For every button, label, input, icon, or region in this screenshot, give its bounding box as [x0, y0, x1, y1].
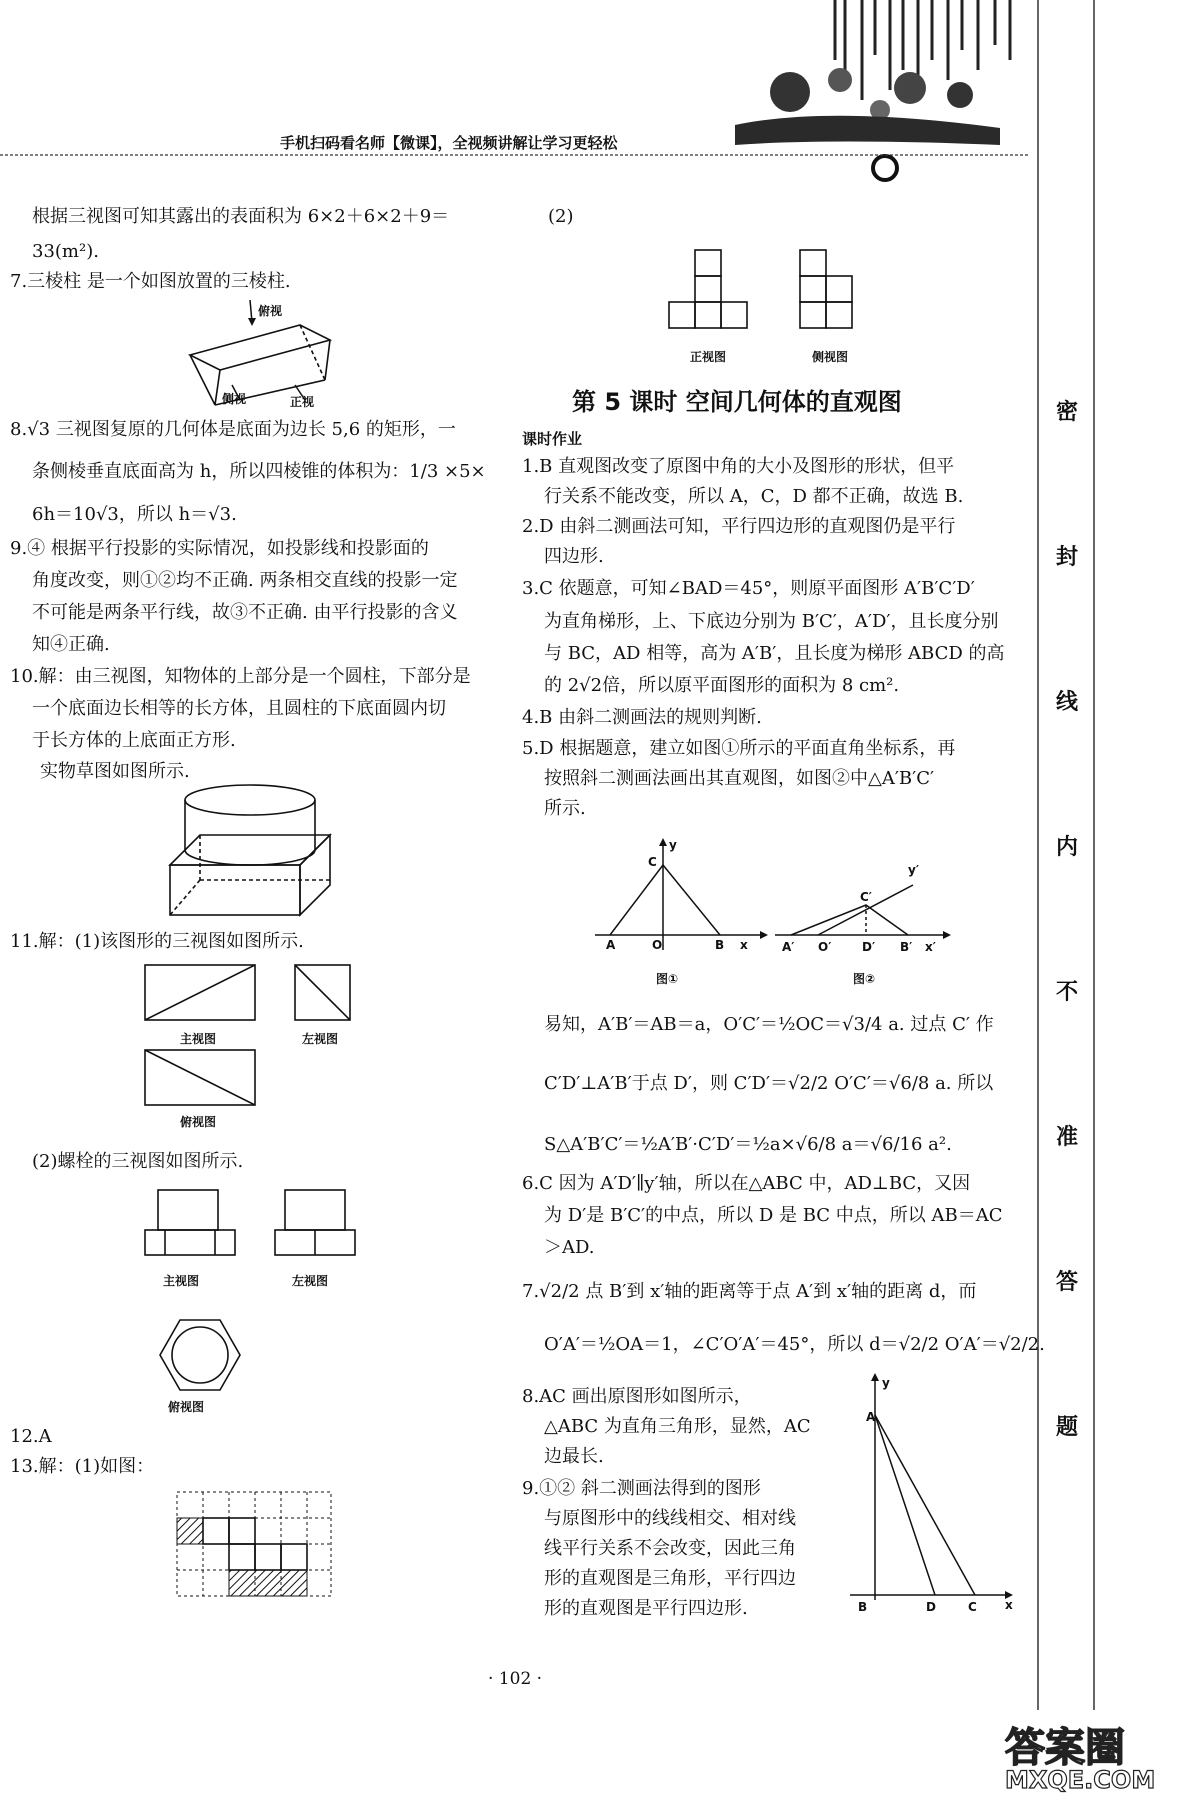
text-line: 角度改变，则①②均不正确. 两条相交直线的投影一定	[32, 570, 458, 591]
label-part-2: (2)	[548, 206, 574, 227]
figure-right-triangle	[850, 1375, 1020, 1605]
label-point: A	[866, 1410, 876, 1424]
label-left-view: 左视图	[292, 1274, 329, 1288]
label-axis: x	[1005, 1598, 1013, 1612]
text-line: 实物草图如图所示.	[40, 761, 190, 782]
label-axis: x′	[925, 940, 936, 954]
text-line: 11.解：(1)该图形的三视图如图所示.	[10, 931, 304, 952]
label-point: D′	[862, 940, 876, 954]
text-line: 33(m²).	[32, 241, 99, 262]
text-line: ＞AD.	[544, 1237, 595, 1258]
text-line: 10.解：由三视图，知物体的上部分是一个圆柱，下部分是	[10, 666, 471, 687]
label-side-view: 侧视	[222, 392, 247, 406]
label-point: C	[648, 855, 657, 869]
text-line: 9.④ 根据平行投影的实际情况，如投影线和投影面的	[10, 538, 429, 559]
text-line: 与 BC，AD 相等，高为 A′B′，且长度为梯形 ABCD 的高	[544, 643, 1005, 664]
label-point: B	[715, 938, 725, 952]
label-axis: x	[740, 938, 748, 952]
watermark-text: 答案圈	[1005, 1725, 1125, 1771]
label-top-view: 俯视图	[168, 1400, 205, 1414]
label-top-view: 俯视图	[180, 1115, 217, 1129]
text-line: 6h＝10√3，所以 h＝√3.	[32, 504, 237, 525]
text-line: 条侧棱垂直底面高为 h，所以四棱锥的体积为：1/3 ×5×	[32, 461, 486, 482]
text-line: 的 2√2倍，所以原平面图形的面积为 8 cm².	[544, 675, 900, 696]
header-decoration	[0, 0, 1183, 180]
text-line: 形的直观图是三角形，平行四边	[544, 1568, 796, 1589]
figure-13-grid	[175, 1490, 345, 1610]
text-line: 于长方体的上底面正方形.	[32, 730, 236, 751]
text-line: 不可能是两条平行线，故③不正确. 由平行投影的含义	[32, 602, 458, 623]
label-point: B′	[900, 940, 913, 954]
text-line: 9.①② 斜二测画法得到的图形	[522, 1478, 761, 1499]
label-axis: y	[669, 838, 677, 852]
text-line: 为 D′是 B′C′的中点，所以 D 是 BC 中点，所以 AB＝AC	[544, 1205, 1003, 1226]
text-line: 8.√3 三视图复原的几何体是底面为边长 5,6 的矩形，一	[10, 419, 456, 440]
sidebar-char: 题	[1056, 1414, 1079, 1440]
sidebar-char: 线	[1056, 689, 1079, 715]
text-line: (2)螺栓的三视图如图所示.	[32, 1151, 244, 1172]
figure-front-side-views	[665, 245, 875, 365]
text-line: S△A′B′C′＝½A′B′·C′D′＝½a×√6/8 a＝√6/16 a².	[544, 1134, 952, 1155]
label-main-view: 主视图	[163, 1274, 200, 1288]
text-line: 按照斜二测画法画出其直观图，如图②中△A′B′C′	[544, 768, 935, 789]
label-point: D	[926, 1600, 936, 1614]
text-line: 为直角梯形，上、下底边分别为 B′C′，A′D′，且长度分别	[544, 611, 999, 632]
text-line: 形的直观图是平行四边形.	[544, 1598, 748, 1619]
watermark-url: MXQE.COM	[1005, 1766, 1156, 1794]
sidebar-char: 准	[1056, 1124, 1079, 1150]
figure-bolt-three-views	[140, 1185, 400, 1430]
text-line: 1.B 直观图改变了原图中角的大小及图形的形状，但平	[522, 456, 955, 477]
text-line: 一个底面边长相等的长方体，且圆柱的下底面圆内切	[32, 698, 446, 719]
figure-caption: 图①	[656, 972, 679, 986]
label-point: O	[652, 938, 663, 952]
label-side-view: 侧视图	[812, 350, 849, 364]
text-line: C′D′⊥A′B′于点 D′，则 C′D′＝√2/2 O′C′＝√6/8 a. 所以	[544, 1073, 994, 1094]
text-line: 行关系不能改变，所以 A，C，D 都不正确，故选 B.	[544, 486, 964, 507]
label-point: B	[858, 1600, 868, 1614]
label-axis: y	[882, 1376, 890, 1390]
section-subtitle: 课时作业	[522, 430, 583, 448]
text-line: 6.C 因为 A′D′∥y′轴，所以在△ABC 中，AD⊥BC，又因	[522, 1173, 971, 1194]
text-line: 5.D 根据题意，建立如图①所示的平面直角坐标系，再	[522, 738, 956, 759]
label-left-view: 左视图	[302, 1032, 339, 1046]
label-point: O′	[818, 940, 832, 954]
text-line: 线平行关系不会改变，因此三角	[544, 1538, 796, 1559]
text-line: 3.C 依题意，可知∠BAD＝45°，则原平面图形 A′B′C′D′	[522, 578, 975, 599]
text-line: O′A′＝½OA＝1，∠C′O′A′＝45°，所以 d＝√2/2 O′A′＝√2/2.	[544, 1334, 1045, 1355]
figure-caption: 图②	[853, 972, 876, 986]
label-main-view: 主视图	[180, 1032, 217, 1046]
text-line: 边最长.	[544, 1446, 604, 1467]
text-line: 8.AC 画出原图形如图所示，	[522, 1386, 752, 1407]
text-line: 与原图形中的线线相交、相对线	[544, 1508, 796, 1529]
text-line: 7.√2/2 点 B′到 x′轴的距离等于点 A′到 x′轴的距离 d，而	[522, 1281, 977, 1302]
sidebar-char: 内	[1056, 834, 1079, 860]
sidebar-char: 答	[1056, 1269, 1079, 1295]
sidebar-border	[1036, 0, 1096, 1800]
label-front-view: 正视图	[690, 350, 727, 364]
text-line: 根据三视图可知其露出的表面积为 6×2＋6×2＋9＝	[32, 206, 450, 227]
text-line: 知④正确.	[32, 634, 110, 655]
text-line: 2.D 由斜二测画法可知，平行四边形的直观图仍是平行	[522, 516, 956, 537]
sidebar-char: 封	[1056, 544, 1079, 570]
figure-cylinder-on-box	[160, 780, 380, 920]
text-line: 所示.	[544, 798, 586, 819]
label-point: A	[606, 938, 616, 952]
header-slogan: 手机扫码看名师【微课】，全视频讲解让学习更轻松	[280, 134, 618, 152]
section-title: 第 5 课时 空间几何体的直观图	[572, 388, 902, 416]
text-line: 12.A	[10, 1426, 52, 1447]
text-line: 4.B 由斜二测画法的规则判断.	[522, 707, 762, 728]
label-point: C	[968, 1600, 977, 1614]
label-point: A′	[782, 940, 795, 954]
label-front-view: 正视	[290, 395, 315, 409]
page-number: · 102 ·	[488, 1669, 543, 1689]
text-line: 13.解：(1)如图：	[10, 1456, 155, 1477]
text-line: △ABC 为直角三角形，显然，AC	[544, 1416, 811, 1437]
sidebar-char: 不	[1056, 979, 1079, 1005]
text-line: 7.三棱柱 是一个如图放置的三棱柱.	[10, 271, 291, 292]
label-point: C′	[860, 890, 872, 904]
label-axis: y′	[908, 863, 919, 877]
label-top-view: 俯视	[258, 304, 283, 318]
sidebar-char: 密	[1056, 399, 1079, 425]
text-line: 四边形.	[544, 546, 604, 567]
text-line: 易知，A′B′＝AB＝a，O′C′＝½OC＝√3/4 a. 过点 C′ 作	[544, 1014, 994, 1035]
